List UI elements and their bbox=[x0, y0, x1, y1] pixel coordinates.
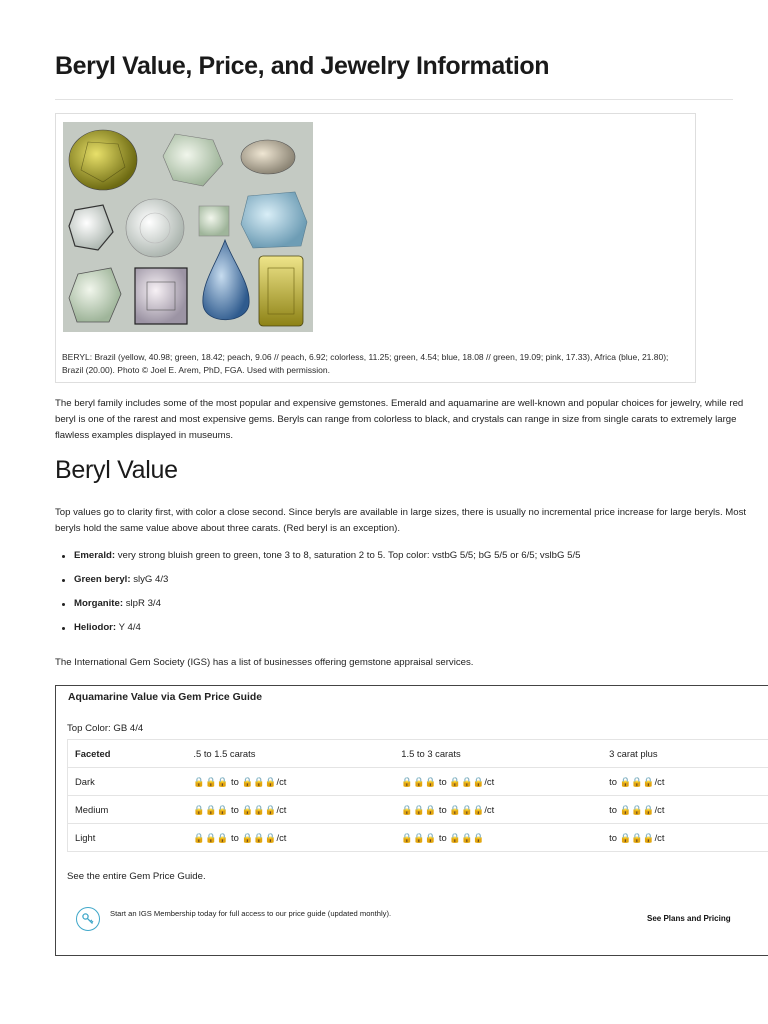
price-table bbox=[67, 739, 768, 852]
page-title: Beryl Value, Price, and Jewelry Information bbox=[55, 52, 550, 80]
price-guide-box bbox=[55, 685, 768, 956]
article bbox=[55, 0, 768, 1024]
intro-line: beryl is one of the rarest and most expensive gems. Beryls can range from colorless to black, and crystals can range in size from single carats to extremely large bbox=[55, 414, 737, 426]
list-item bbox=[55, 620, 580, 644]
intro-line: flawless examples displayed in museums. bbox=[55, 430, 234, 442]
list-item bbox=[55, 548, 580, 572]
top-color-label: Top Color: GB 4/4 bbox=[67, 723, 144, 734]
color-value: Y 4/4 bbox=[118, 622, 141, 633]
beryl-gems-illustration bbox=[63, 122, 313, 332]
table-row bbox=[68, 796, 768, 824]
table-cell: 🔒🔒🔒 to 🔒🔒🔒/ct bbox=[186, 824, 394, 852]
table-row bbox=[68, 768, 768, 796]
figure-caption: BERYL: Brazil (yellow, 40.98; green, 18.42; peach, 9.06 // peach, 6.92; colorless, 11.25; green, 4.54; blue, 18.08 // green, 19.09; pink, 17.33), Africa (blue, 21.80); Brazil (20.00). Photo © Joel E. Arem, PhD, FGA. Used with permission. bbox=[62, 352, 669, 375]
table-header-row bbox=[68, 740, 768, 768]
color-value: slyG 4/3 bbox=[133, 574, 169, 585]
intro-line: The beryl family includes some of the most popular and expensive gemstones. Emerald and aquamarine are well-known and popular choices for jewelry, while red bbox=[55, 398, 744, 409]
table-cell: Dark bbox=[68, 768, 187, 796]
color-value: slpR 3/4 bbox=[125, 598, 161, 609]
color-name: Emerald: bbox=[74, 550, 116, 561]
table-header-cell: .5 to 1.5 carats bbox=[186, 740, 394, 768]
title-divider bbox=[55, 99, 733, 100]
gem-figure bbox=[55, 113, 696, 383]
see-plans-link[interactable]: See Plans and Pricing bbox=[647, 914, 731, 923]
value-paragraph bbox=[55, 505, 768, 537]
appraisal-note: The International Gem Society (IGS) has a list of businesses offering gemstone appraisal services. bbox=[55, 657, 474, 668]
table-cell: Light bbox=[68, 824, 187, 852]
membership-text: Start an IGS Membership today for full access to our price guide (updated monthly). bbox=[110, 909, 392, 918]
table-cell: to 🔒🔒🔒/ct bbox=[602, 796, 768, 824]
table-cell: 🔒🔒🔒 to 🔒🔒🔒/ct bbox=[186, 768, 394, 796]
beryl-value-heading: Beryl Value bbox=[55, 456, 178, 484]
color-name: Green beryl: bbox=[74, 574, 131, 585]
table-header-cell: Faceted bbox=[68, 740, 187, 768]
table-row bbox=[68, 824, 768, 852]
table-cell: Medium bbox=[68, 796, 187, 824]
color-value: very strong bluish green to green, tone 3 to 8, saturation 2 to 5. Top color: vstbG 5/5; bG 5/5 or 6/5; vslbG 5/5 bbox=[117, 550, 581, 561]
price-guide-title: Aquamarine Value via Gem Price Guide bbox=[68, 692, 263, 703]
table-cell: to 🔒🔒🔒/ct bbox=[602, 824, 768, 852]
table-header-cell: 1.5 to 3 carats bbox=[394, 740, 602, 768]
value-line: Top values go to clarity first, with color a close second. Since beryls are available in large sizes, there is usually no incremental price increase for large beryls. Most bbox=[55, 507, 747, 518]
see-entire-guide-link[interactable]: See the entire Gem Price Guide. bbox=[67, 871, 206, 882]
top-colors-list bbox=[55, 548, 580, 644]
table-cell: 🔒🔒🔒 to 🔒🔒🔒/ct bbox=[394, 768, 602, 796]
table-cell: to 🔒🔒🔒/ct bbox=[602, 768, 768, 796]
key-icon bbox=[76, 907, 100, 931]
color-name: Heliodor: bbox=[74, 622, 117, 633]
intro-paragraph bbox=[55, 396, 768, 445]
table-cell: 🔒🔒🔒 to 🔒🔒🔒 bbox=[394, 824, 602, 852]
table-header-cell: 3 carat plus bbox=[602, 740, 768, 768]
table-cell: 🔒🔒🔒 to 🔒🔒🔒/ct bbox=[394, 796, 602, 824]
beryl-gems-photo bbox=[63, 122, 313, 332]
value-line: beryls hold the same value above about three carats. (Red beryl is an exception). bbox=[55, 523, 401, 535]
table-cell: 🔒🔒🔒 to 🔒🔒🔒/ct bbox=[186, 796, 394, 824]
list-item bbox=[55, 572, 580, 596]
list-item bbox=[55, 596, 580, 620]
color-name: Morganite: bbox=[74, 598, 124, 609]
